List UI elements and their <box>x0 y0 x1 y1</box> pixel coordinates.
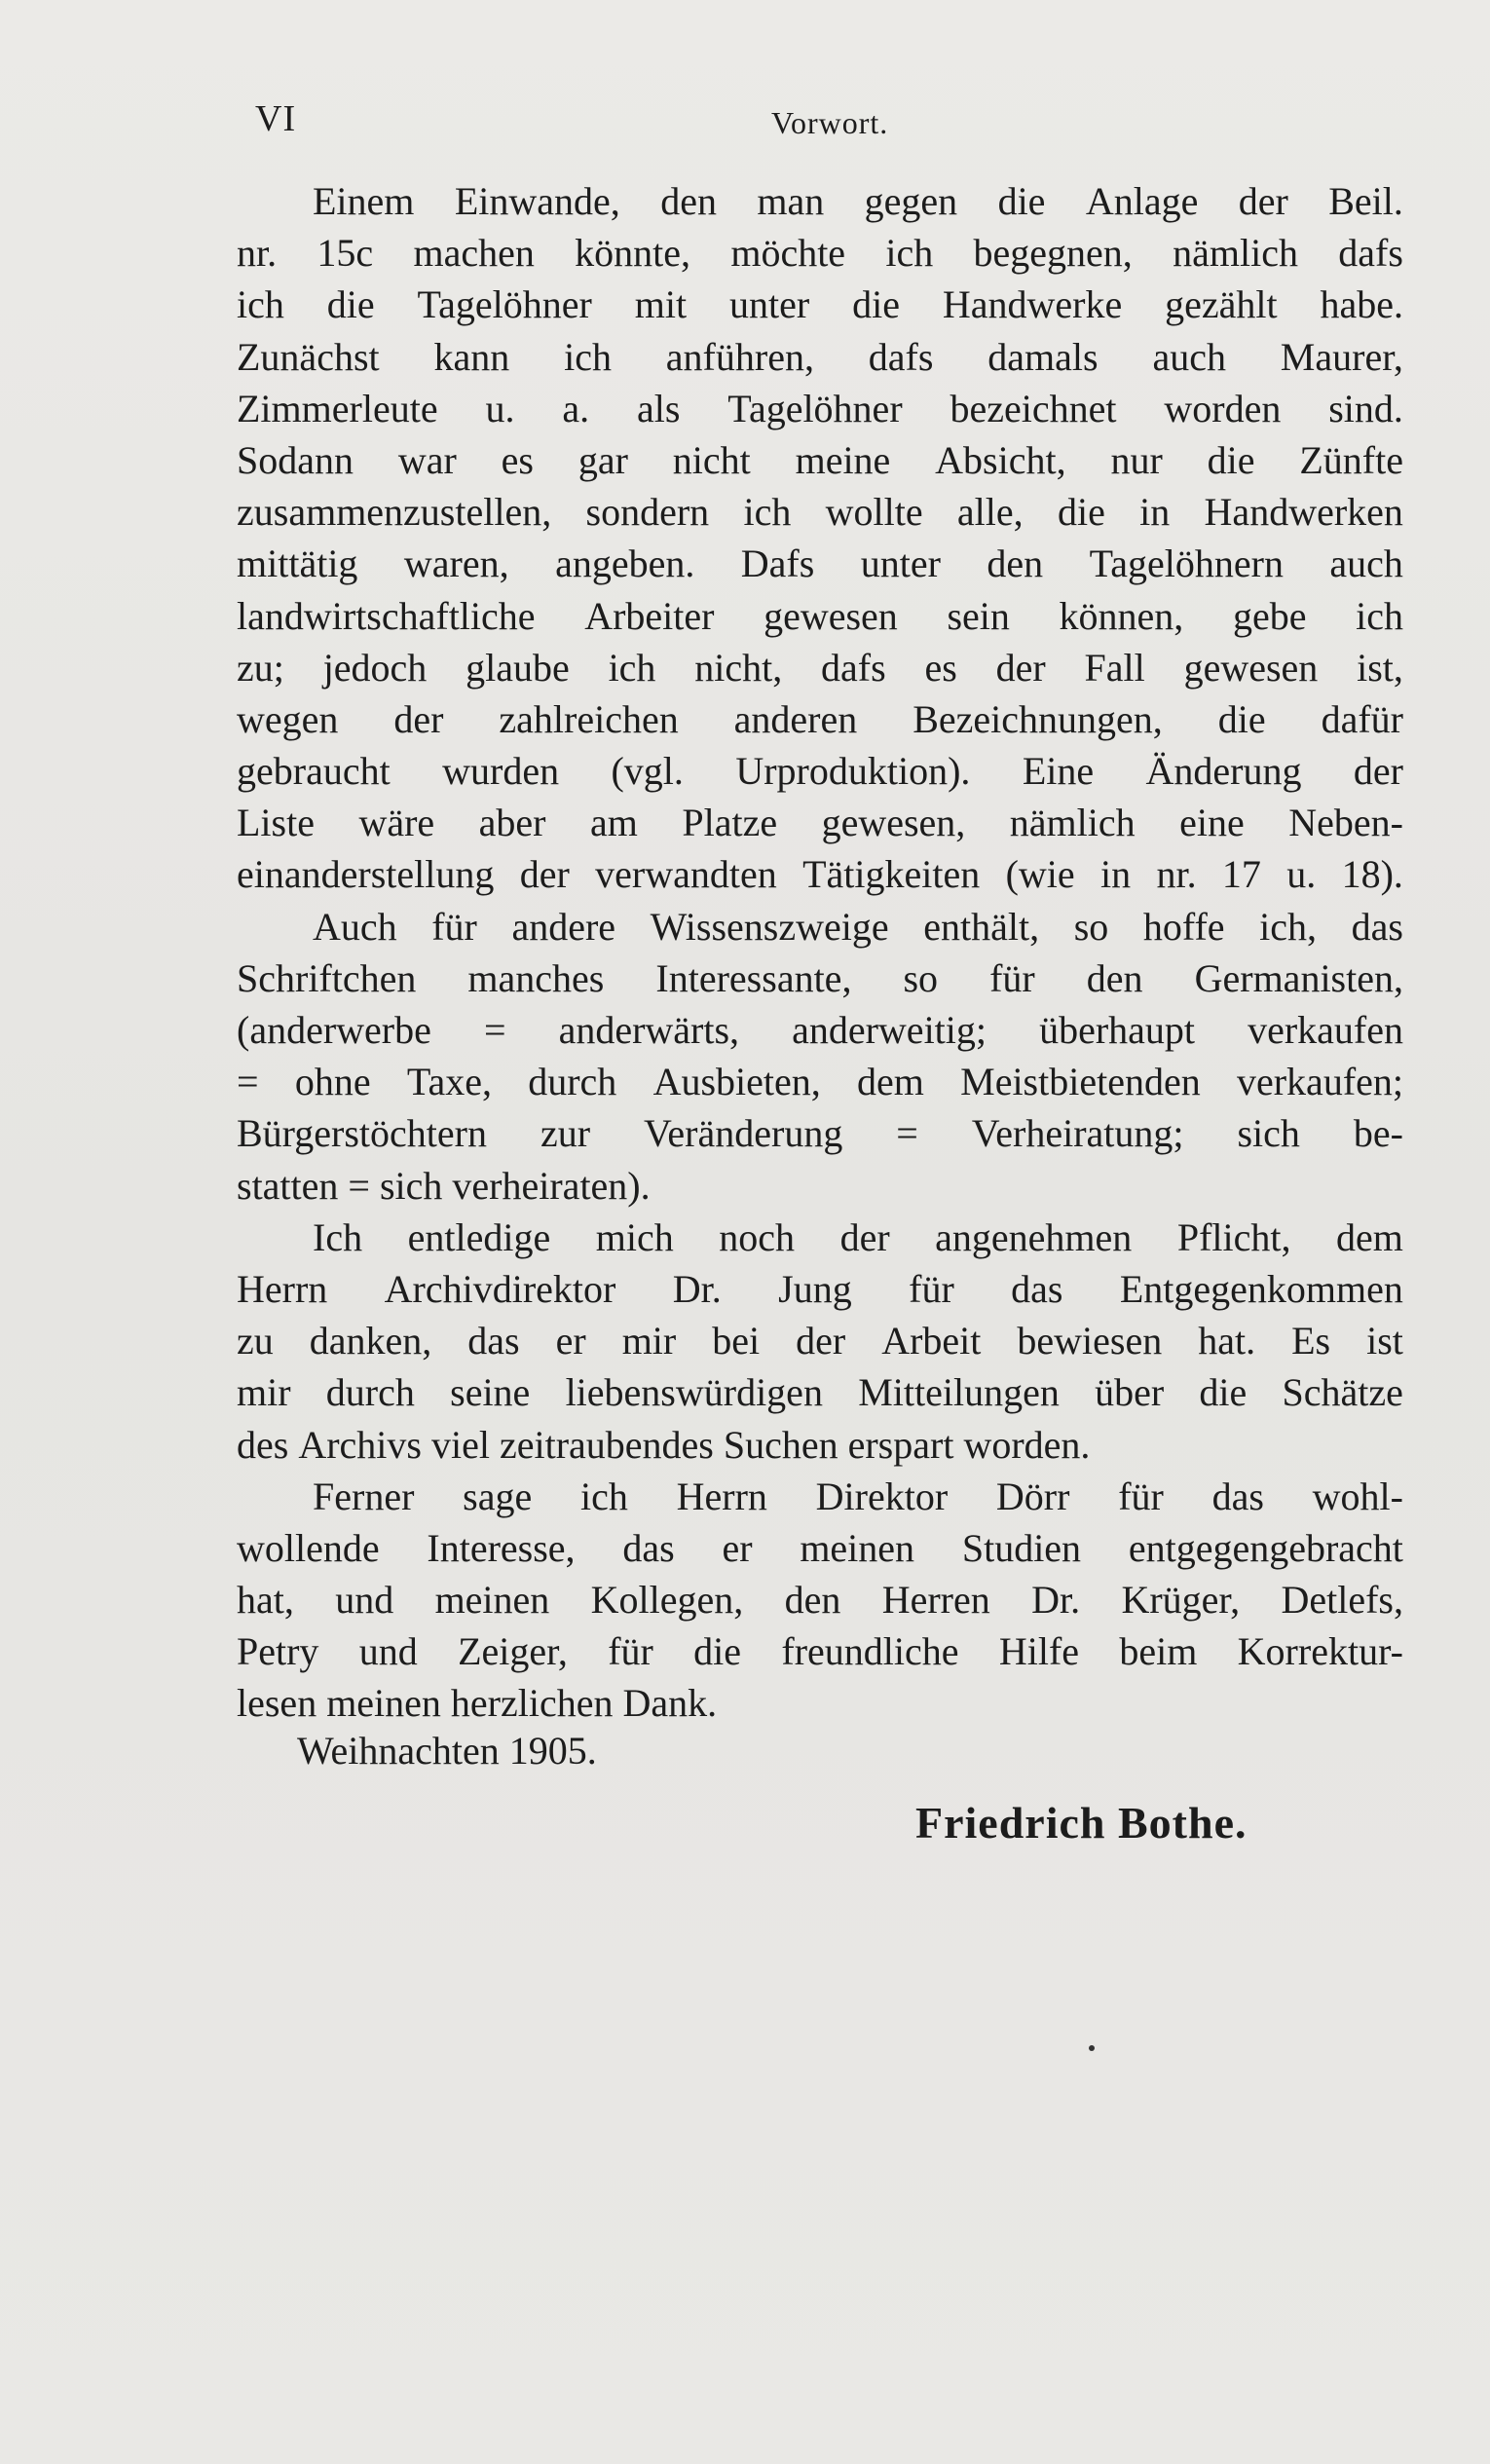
stray-mark <box>1089 2045 1095 2051</box>
text-line: zu danken, das er mir bei der Arbeit bewiesen hat. Es ist <box>237 1319 1403 1363</box>
text-line: Schriftchen manches Interessante, so für den Germanisten, <box>237 955 1403 1000</box>
text-line: Liste wäre aber am Platze gewesen, nämlich eine Neben- <box>237 801 1403 845</box>
running-title: Vorwort. <box>771 105 889 140</box>
text-line: Ich entledige mich noch der angenehmen Pflicht, dem <box>313 1214 1403 1259</box>
text-line: zu; jedoch glaube ich nicht, dafs es der Fall gewesen ist, <box>237 645 1403 690</box>
text-line: hat, und meinen Kollegen, den Herren Dr. Krüger, Detlefs, <box>237 1578 1403 1623</box>
text-line: mir durch seine liebenswürdigen Mitteilungen über die Schätze <box>237 1370 1403 1415</box>
text-line: gebraucht wurden (vgl. Urproduktion). Eine Änderung der <box>237 749 1403 794</box>
text-line: wollende Interesse, das er meinen Studien entgegengebracht <box>237 1525 1403 1570</box>
text-line: Einem Einwande, den man gegen die Anlage der Beil. <box>313 179 1403 223</box>
author-signature: Friedrich Bothe. <box>915 1798 1248 1848</box>
text-line: Bürgerstöchtern zur Veränderung = Verheiratung; sich be- <box>237 1111 1403 1156</box>
text-line: des Archivs viel zeitraubendes Suchen erspart worden. <box>237 1422 1091 1467</box>
closing-date: Weihnachten 1905. <box>297 1729 597 1773</box>
running-head <box>255 97 1404 156</box>
preface-text <box>237 175 1403 1730</box>
text-line: zusammenzustellen, sondern ich wollte alle, die in Handwerken <box>237 490 1403 535</box>
text-line: Auch für andere Wissenszweige enthält, so hoffe ich, das <box>313 904 1403 949</box>
text-line: Ferner sage ich Herrn Direktor Dörr für das wohl- <box>313 1474 1403 1518</box>
text-line: einanderstellung der verwandten Tätigkeiten (wie in nr. 17 u. 18). <box>237 852 1403 897</box>
text-line: lesen meinen herzlichen Dank. <box>237 1681 718 1726</box>
text-line: = ohne Taxe, durch Ausbieten, dem Meistbietenden verkaufen; <box>237 1060 1403 1104</box>
text-line: mittätig waren, angeben. Dafs unter den Tagelöhnern auch <box>237 541 1403 586</box>
page-number: VI <box>255 98 297 139</box>
text-line: Zimmerleute u. a. als Tagelöhner bezeichnet worden sind. <box>237 386 1403 430</box>
text-line: Herrn Archivdirektor Dr. Jung für das Entgegenkommen <box>237 1266 1403 1311</box>
text-line: Zunächst kann ich anführen, dafs damals auch Maurer, <box>237 334 1403 379</box>
text-line: Petry und Zeiger, für die freundliche Hilfe beim Korrektur- <box>237 1629 1403 1674</box>
text-line: (anderwerbe = anderwärts, anderweitig; überhaupt verkaufen <box>237 1008 1403 1052</box>
text-line: statten = sich verheiraten). <box>237 1163 651 1208</box>
text-line: Sodann war es gar nicht meine Absicht, nur die Zünfte <box>237 437 1403 482</box>
text-line: nr. 15c machen könnte, möchte ich begegnen, nämlich dafs <box>237 231 1403 276</box>
text-line: landwirtschaftliche Arbeiter gewesen sein können, gebe ich <box>237 593 1403 638</box>
text-line: wegen der zahlreichen anderen Bezeichnungen, die dafür <box>237 696 1403 741</box>
text-line: ich die Tagelöhner mit unter die Handwerke gezählt habe. <box>237 282 1403 327</box>
